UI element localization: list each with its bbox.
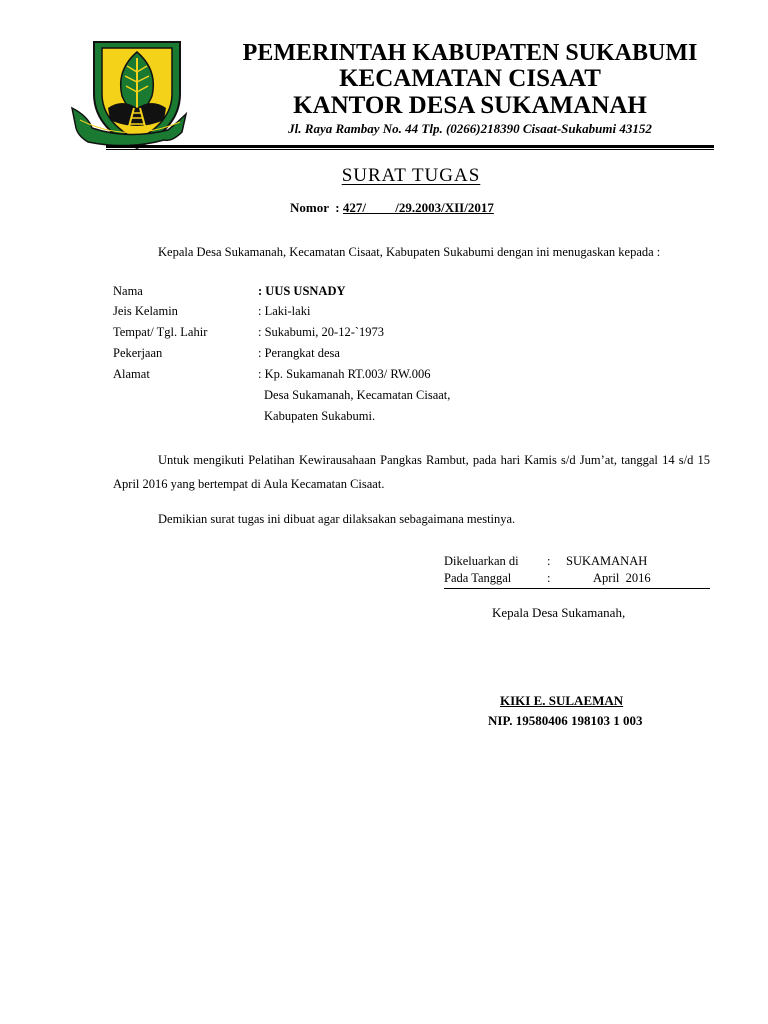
field-value-pekerjaan: : Perangkat desa: [258, 346, 340, 360]
header-address: Jl. Raya Rambay No. 44 Tlp. (0266)218390 Cisaat-Sukabumi 43152: [288, 121, 652, 136]
assignment-paragraph: Untuk mengikuti Pelatihan Kewirausahaan Pangkas Rambut, pada hari Kamis s/d Jum’at, tanggal 14 s/d 15 April 2016 yang bertempat di Aula Kecamatan Cisaat.: [113, 453, 710, 491]
field-label-pekerjaan: Pekerjaan: [113, 346, 163, 360]
header-district-line: KECAMATAN CISAAT: [339, 65, 601, 92]
field-value-jenis-kelamin: : Laki-laki: [258, 304, 311, 318]
letter-number: [290, 200, 494, 216]
date-sep: :: [547, 571, 551, 585]
signatory-position: Kepala Desa Sukamanah,: [492, 605, 626, 620]
signatory-nip: NIP. 19580406 198103 1 003: [488, 713, 643, 728]
field-label-tempat-tgl-lahir: Tempat/ Tgl. Lahir: [113, 325, 208, 339]
regency-emblem-logo: [68, 36, 190, 152]
date-label: Pada Tanggal: [444, 571, 512, 585]
field-label-jenis-kelamin: Jeis Kelamin: [113, 304, 178, 318]
issued-at-label: Dikeluarkan di: [444, 554, 519, 568]
header-divider: [106, 145, 714, 150]
header-government-line: PEMERINTAH KABUPATEN SUKABUMI: [242, 40, 698, 66]
intro-paragraph: Kepala Desa Sukamanah, Kecamatan Cisaat, Kabupaten Sukabumi dengan ini menugaskan kepada :: [158, 245, 661, 259]
issued-at-sep: :: [547, 554, 551, 568]
field-value-alamat-line3: Kabupaten Sukabumi.: [264, 409, 376, 423]
field-value-alamat: : Kp. Sukamanah RT.003/ RW.006: [258, 367, 431, 381]
date-value: April 2016: [593, 571, 651, 585]
field-value-alamat-line2: Desa Sukamanah, Kecamatan Cisaat,: [264, 388, 451, 402]
field-label-alamat: Alamat: [113, 367, 150, 381]
letter-number-label: Nomor: [290, 200, 329, 215]
letter-number-sep: :: [335, 200, 340, 215]
signature-divider: [444, 588, 710, 589]
field-value-nama: : UUS USNADY: [258, 284, 346, 298]
closing-paragraph: Demikian surat tugas ini dibuat agar dilaksakan sebagaimana mestinya.: [158, 512, 516, 526]
letter-number-value: 427/ /29.2003/XII/2017: [342, 200, 494, 215]
field-value-tempat-tgl-lahir: : Sukabumi, 20-12-`1973: [258, 325, 385, 339]
header-office-line: KANTOR DESA SUKAMANAH: [293, 92, 647, 119]
signatory-name: KIKI E. SULAEMAN: [500, 693, 624, 708]
document-title: SURAT TUGAS: [341, 165, 481, 186]
issued-at-value: SUKAMANAH: [566, 554, 648, 568]
field-label-nama: Nama: [113, 284, 143, 298]
